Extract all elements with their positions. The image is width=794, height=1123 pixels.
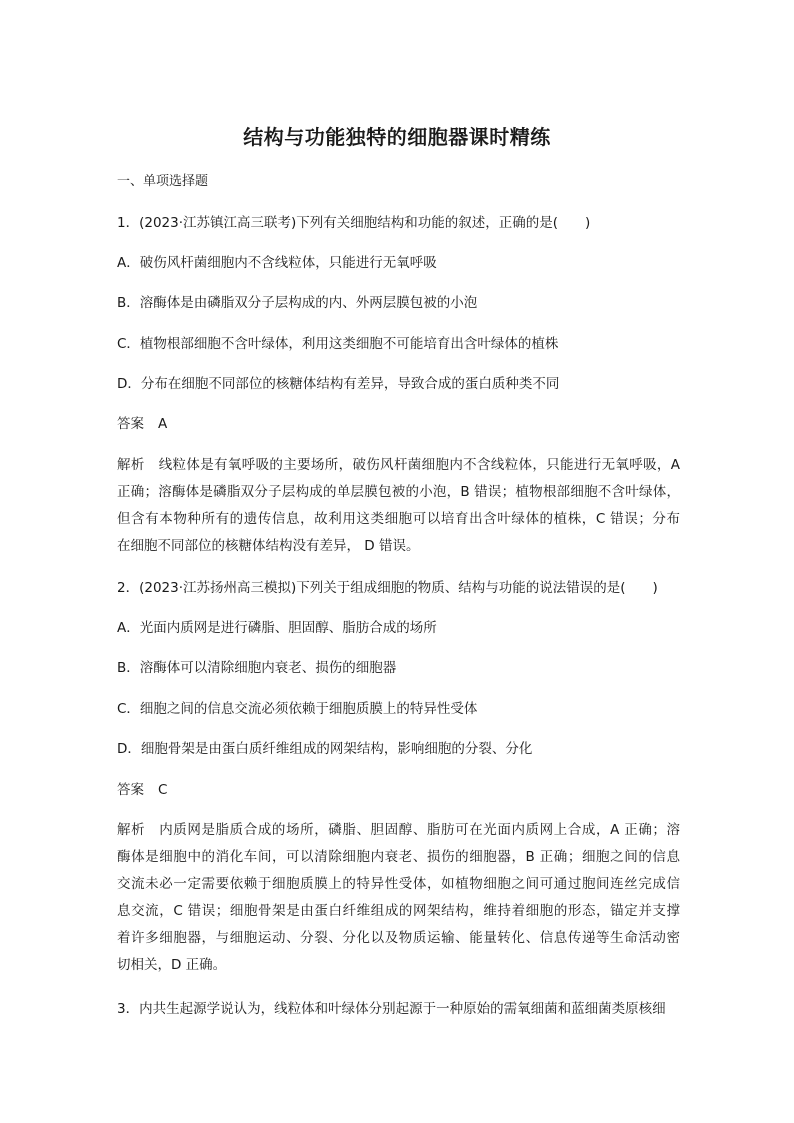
question-1-option-c: C．植物根部细胞不含叶绿体，利用这类细胞不可能培育出含叶绿体的植株 bbox=[117, 336, 559, 352]
section-heading: 一、单项选择题 bbox=[117, 174, 209, 189]
answer-value: C bbox=[158, 782, 168, 798]
analysis-line: 着许多细胞器，与细胞运动、分裂、分化以及物质运输、能量转化、信息传递等生命活动密 bbox=[117, 930, 680, 946]
analysis-line: 息交流，C 错误；细胞骨架是由蛋白纤维组成的网架结构，维持着细胞的形态，锚定并支撑 bbox=[117, 903, 680, 919]
question-1-analysis bbox=[117, 452, 680, 560]
analysis-line: 正确；溶酶体是磷脂双分子层构成的单层膜包被的小泡，B 错误；植物根部细胞不含叶绿体， bbox=[117, 484, 680, 500]
analysis-line: 切相关，D 正确。 bbox=[117, 957, 227, 973]
analysis-line: 但含有本物种所有的遗传信息，故利用这类细胞可以培育出含叶绿体的植株，C 错误；分布 bbox=[117, 511, 680, 527]
analysis-label: 解析 bbox=[117, 822, 146, 838]
question-1-stem: 1．(2023·江苏镇江高三联考)下列有关细胞结构和功能的叙述，正确的是( ) bbox=[117, 215, 591, 231]
answer-label: 答案 bbox=[117, 416, 144, 432]
question-2-analysis bbox=[117, 817, 680, 979]
question-1-option-a: A．破伤风杆菌细胞内不含线粒体，只能进行无氧呼吸 bbox=[117, 255, 437, 271]
answer-label: 答案 bbox=[117, 782, 144, 798]
question-1-option-d: D．分布在细胞不同部位的核糖体结构有差异，导致合成的蛋白质种类不同 bbox=[117, 376, 560, 392]
analysis-line: 酶体是细胞中的消化车间，可以清除细胞内衰老、损伤的细胞器，B 正确；细胞之间的信息 bbox=[117, 849, 680, 865]
question-2-option-d: D．细胞骨架是由蛋白质纤维组成的网架结构，影响细胞的分裂、分化 bbox=[117, 741, 533, 757]
page-title: 结构与功能独特的细胞器课时精练 bbox=[243, 125, 551, 149]
analysis-line: 解析 线粒体是有氧呼吸的主要场所，破伤风杆菌细胞内不含线粒体，只能进行无氧呼吸，A bbox=[117, 457, 681, 473]
question-1-answer bbox=[117, 414, 167, 434]
question-2-option-c: C．细胞之间的信息交流必须依赖于细胞质膜上的特异性受体 bbox=[117, 701, 478, 717]
analysis-label: 解析 bbox=[117, 457, 145, 473]
question-2-option-a: A．光面内质网是进行磷脂、胆固醇、脂肪合成的场所 bbox=[117, 620, 437, 636]
question-2-answer bbox=[117, 780, 167, 800]
analysis-line: 解析 内质网是脂质合成的场所，磷脂、胆固醇、脂肪可在光面内质网上合成，A 正确；溶 bbox=[117, 822, 680, 838]
analysis-line: 在细胞不同部位的核糖体结构没有差异， D 错误。 bbox=[117, 538, 420, 554]
analysis-line: 交流未必一定需要依赖于细胞质膜上的特异性受体，如植物细胞之间可通过胞间连丝完成信 bbox=[117, 876, 680, 892]
question-2-stem: 2．(2023·江苏扬州高三模拟)下列关于组成细胞的物质、结构与功能的说法错误的是( ) bbox=[117, 580, 658, 596]
question-1-option-b: B．溶酶体是由磷脂双分子层构成的内、外两层膜包被的小泡 bbox=[117, 295, 478, 311]
question-3-stem: 3．内共生起源学说认为，线粒体和叶绿体分别起源于一种原始的需氧细菌和蓝细菌类原核细 bbox=[117, 1001, 666, 1017]
answer-value: A bbox=[158, 416, 168, 432]
question-2-option-b: B．溶酶体可以清除细胞内衰老、损伤的细胞器 bbox=[117, 660, 397, 676]
